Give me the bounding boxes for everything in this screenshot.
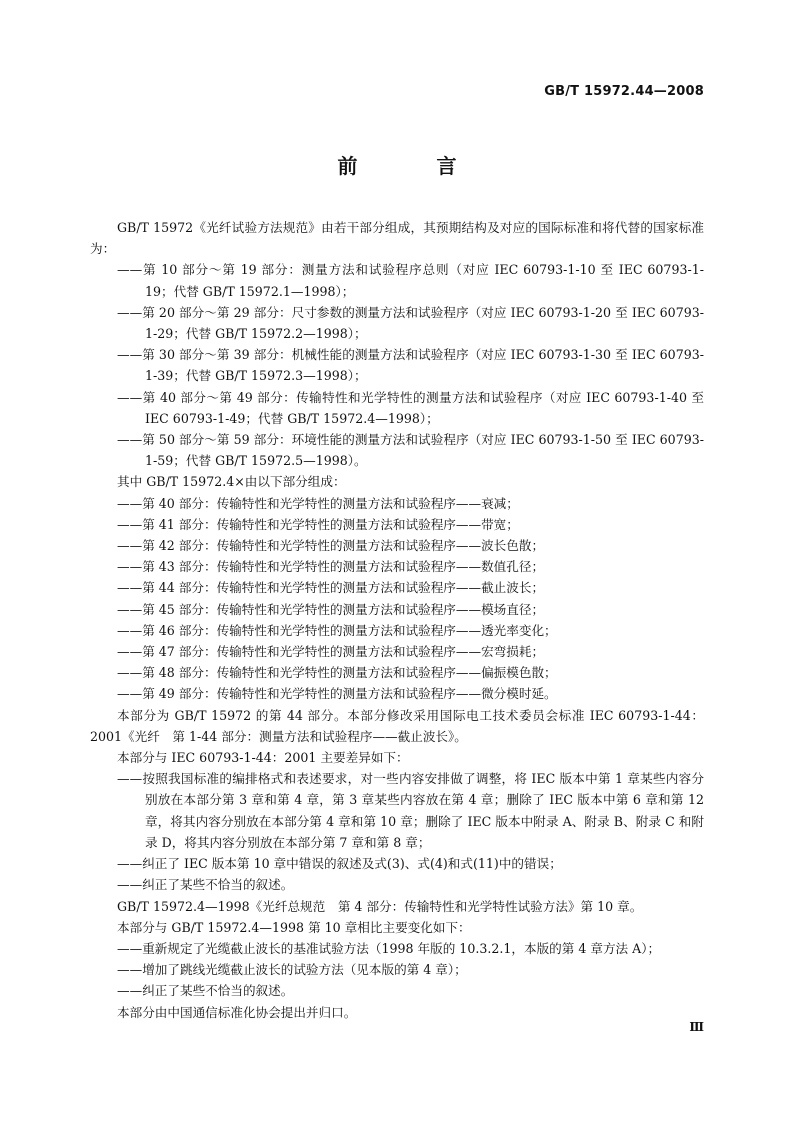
list-item: ——第 43 部分：传输特性和光学特性的测量方法和试验程序——数值孔径； — [117, 559, 545, 575]
list-item: ——第 41 部分：传输特性和光学特性的测量方法和试验程序——带宽； — [117, 516, 519, 532]
replaces-paragraph: GB/T 15972.4—1998《光纤总规范 第 4 部分：传输特性和光学特性试验方法》第 10 章。 — [117, 898, 643, 914]
list-item: ——第 49 部分：传输特性和光学特性的测量方法和试验程序——微分模时延。 — [117, 686, 557, 702]
list-item: ——第 46 部分：传输特性和光学特性的测量方法和试验程序——透光率变化； — [117, 622, 557, 638]
list-item: ——第 30 部分～第 39 部分：机械性能的测量方法和试验程序（对应 IEC 60793-1-30 至 IEC 60793-1-39；代替 GB/T 15972.3—1998）； — [117, 347, 704, 384]
list-item: ——纠正了某些不恰当的叙述。 — [117, 983, 294, 999]
proposer-paragraph: 本部分由中国通信标准化协会提出并归口。 — [117, 1004, 357, 1020]
page-number: Ⅲ — [689, 1020, 704, 1034]
list-item: ——纠正了 IEC 版本第 10 章中错误的叙述及式(3)、式(4)和式(11)中的错误； — [117, 856, 562, 872]
list-item: ——第 47 部分：传输特性和光学特性的测量方法和试验程序——宏弯损耗； — [117, 644, 545, 660]
list-item: ——纠正了某些不恰当的叙述。 — [117, 877, 294, 893]
list-item: ——第 10 部分～第 19 部分：测量方法和试验程序总则（对应 IEC 60793-1-10 至 IEC 60793-1-19；代替 GB/T 15972.1—1998）； — [117, 262, 704, 299]
parts-list — [90, 493, 704, 705]
sub-intro-paragraph: 其中 GB/T 15972.4×由以下部分组成： — [117, 474, 346, 490]
list-item: ——第 48 部分：传输特性和光学特性的测量方法和试验程序——偏振模色散； — [117, 665, 557, 681]
list-item: ——第 45 部分：传输特性和光学特性的测量方法和试验程序——模场直径； — [117, 601, 545, 617]
list-item: ——第 50 部分～第 59 部分：环境性能的测量方法和试验程序（对应 IEC 60793-1-50 至 IEC 60793-1-59；代替 GB/T 15972.5—1998）。 — [117, 432, 704, 469]
foreword-body — [90, 217, 704, 1023]
list-item: ——增加了跳线光缆截止波长的试验方法（见本版的第 4 章）； — [117, 962, 467, 978]
structure-list — [90, 259, 704, 471]
list-item: ——第 42 部分：传输特性和光学特性的测量方法和试验程序——波长色散； — [117, 538, 545, 554]
list-item: ——第 20 部分～第 29 部分：尺寸参数的测量方法和试验程序（对应 IEC 60793-1-20 至 IEC 60793-1-29；代替 GB/T 15972.2—1998）； — [117, 304, 704, 342]
list-item: ——重新规定了光缆截止波长的基准试验方法（1998 年版的 10.3.2.1，本版的第 4 章方法 A）； — [117, 940, 661, 956]
list-item: ——按照我国标准的编排格式和表述要求，对一些内容安排做了调整，将 IEC 版本中第 1 章某些内容分别放在本部分第 3 章和第 4 章，第 3 章某些内容放在第 4 章；删除了 IEC 版本中第 6 章和第 12 章，将其内容分别放在本部分第 4 章和第 10 章；删除了 IEC 版本中附录 A、附录 B、附录 C 和附录 D，将其内容分别放在本部分第 7 章和第 8 章； — [117, 771, 704, 850]
changes-list — [90, 938, 704, 1002]
list-item: ——第 40 部分：传输特性和光学特性的测量方法和试验程序——衰减； — [117, 495, 519, 511]
iec-diff-list — [90, 768, 704, 895]
standard-code: GB/T 15972.44—2008 — [544, 84, 704, 99]
list-item: ——第 40 部分～第 49 部分：传输特性和光学特性的测量方法和试验程序（对应 IEC 60793-1-40 至 IEC 60793-1-49；代替 GB/T 15972.4—1998）； — [117, 389, 704, 426]
changes-intro: 本部分与 GB/T 15972.4—1998 第 10 章相比主要变化如下： — [117, 919, 471, 935]
intro-paragraph: GB/T 15972《光纤试验方法规范》由若干部分组成，其预期结构及对应的国际标准和将代替的国家标准为： — [90, 220, 704, 257]
list-item: ——第 44 部分：传输特性和光学特性的测量方法和试验程序——截止波长； — [117, 580, 545, 596]
adoption-paragraph: 本部分为 GB/T 15972 的第 44 部分。本部分修改采用国际电工技术委员会标准 IEC 60793-1-44：2001《光纤 第 1-44 部分：测量方法和试验程序——截止波长》。 — [90, 707, 704, 744]
iec-diff-intro: 本部分与 IEC 60793-1-44：2001 主要差异如下： — [117, 750, 409, 766]
page-title: 前 言 — [337, 154, 493, 178]
